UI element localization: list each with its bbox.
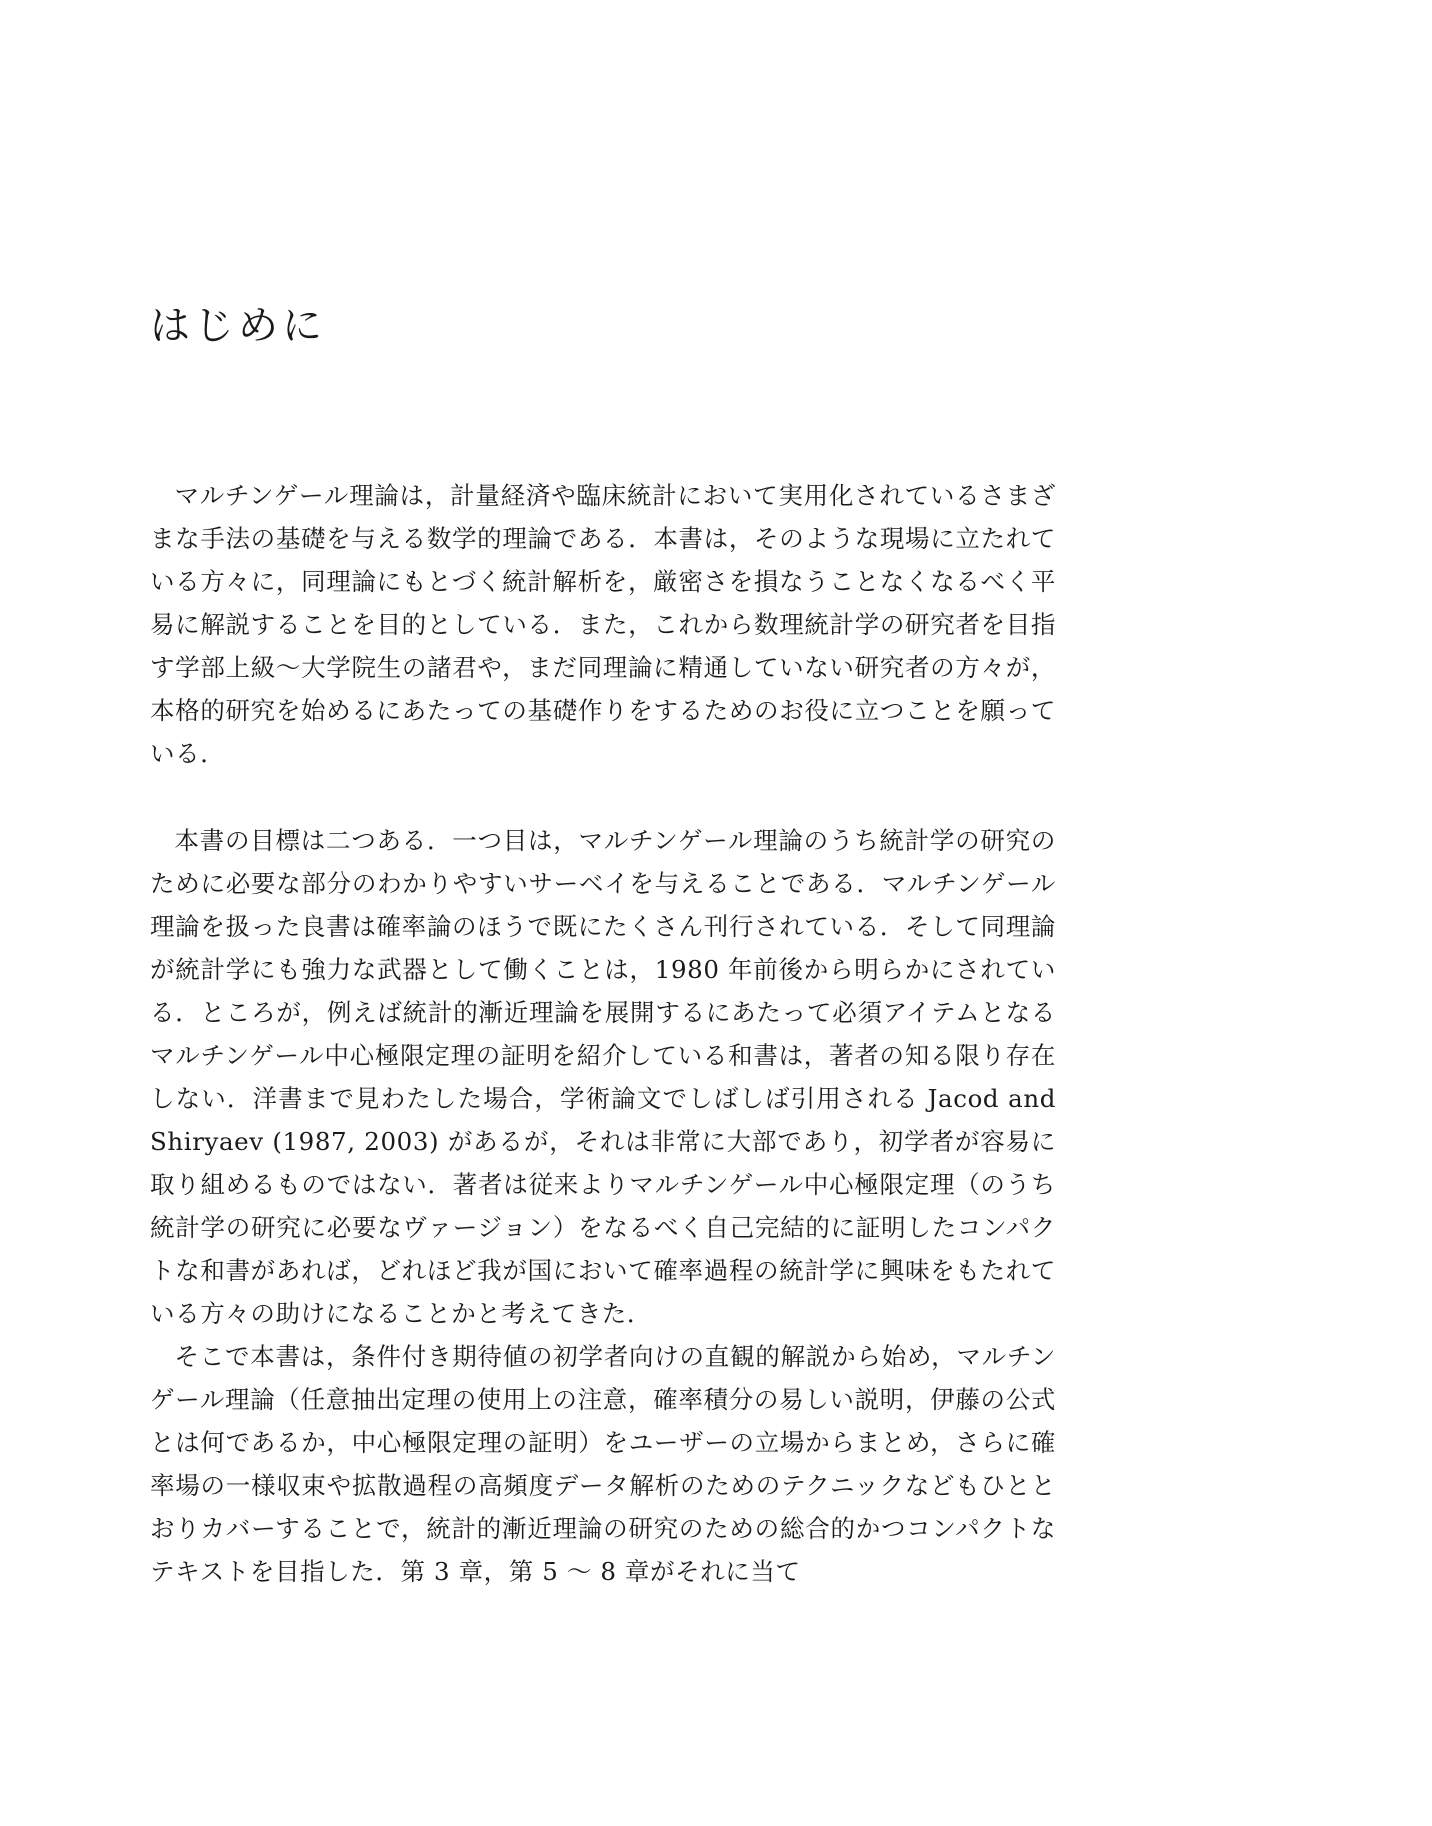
paragraph-goals: 本書の目標は二つある．一つ目は，マルチンゲール理論のうち統計学の研究のために必要な部分のわかりやすいサーベイを与えることである．マルチンゲール理論を扱った良書は確率論のほうで既にたくさん刊行されている．そして同理論が統計学にも強力な武器として働くことは，1980 年前後から明らかにされている．ところが，例えば統計的漸近理論を展開するにあたって必須アイテムとなるマルチンゲール中心極限定理の証明を紹介している和書は，著者の知る限り存在しない．洋書まで見わたした場合，学術論文でしばしば引用される Jacod and Shiryaev (1987, 2003) があるが，それは非常に大部であり，初学者が容易に取り組めるものではない．著者は従来よりマルチンゲール中心極限定理（のうち統計学の研究に必要なヴァージョン）をなるべく自己完結的に証明したコンパクトな和書があれば，どれほど我が国において確率過程の統計学に興味をもたれている方々の助けになることかと考えてきた． <box>150 826 1056 1328</box>
body-text <box>150 474 1056 1593</box>
paragraph-approach: そこで本書は，条件付き期待値の初学者向けの直観的解説から始め，マルチンゲール理論（任意抽出定理の使用上の注意，確率積分の易しい説明，伊藤の公式とは何であるか，中心極限定理の証明）をユーザーの立場からまとめ，さらに確率場の一様収束や拡散過程の高頻度データ解析のためのテクニックなどもひととおりカバーすることで，統計的漸近理論の研究のための総合的かつコンパクトなテキストを目指した．第 3 章，第 5 〜 8 章がそれに当て <box>150 1342 1056 1586</box>
paragraph-intro: マルチンゲール理論は，計量経済や臨床統計において実用化されているさまざまな手法の基礎を与える数学的理論である．本書は，そのような現場に立たれている方々に，同理論にもとづく統計解析を，厳密さを損なうことなくなるべく平易に解説することを目的としている．また，これから数理統計学の研究者を目指す学部上級〜大学院生の諸君や，まだ同理論に精通していない研究者の方々が，本格的研究を始めるにあたっての基礎作りをするためのお役に立つことを願っている． <box>150 481 1056 768</box>
page-title: はじめに <box>150 303 326 349</box>
